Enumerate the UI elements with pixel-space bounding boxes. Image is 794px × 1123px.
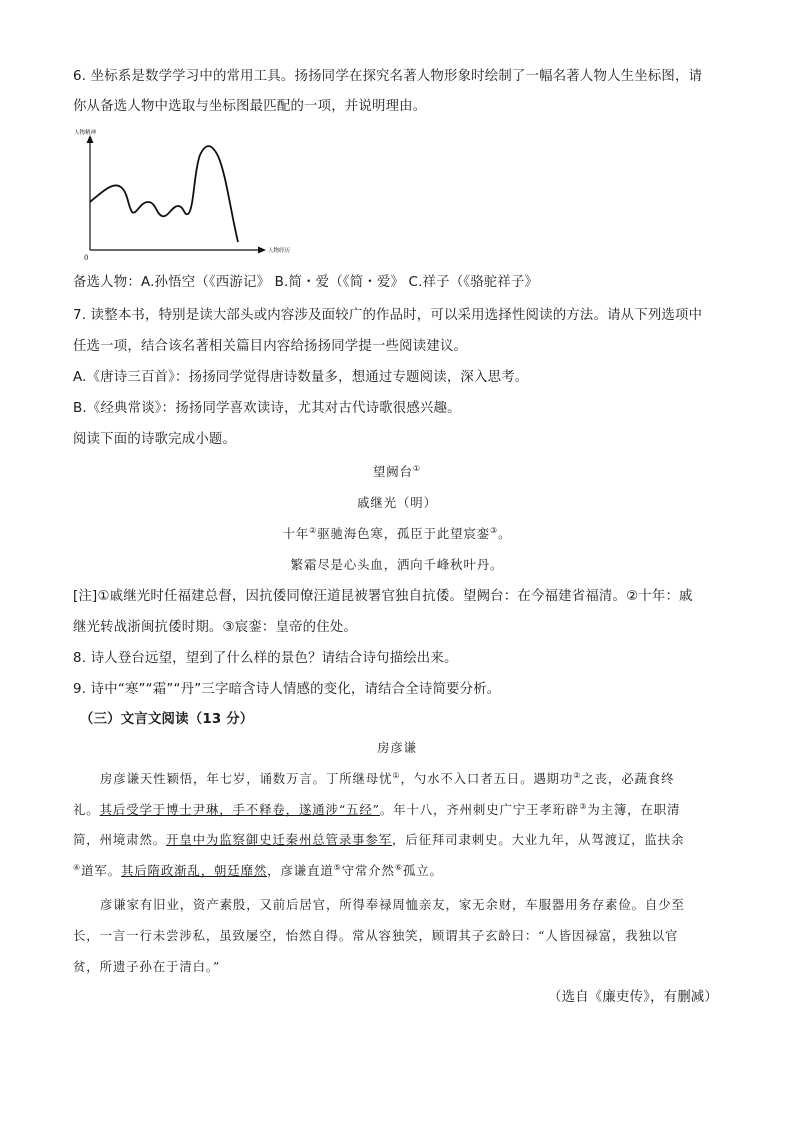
life-curve xyxy=(90,146,238,242)
x-axis-label: 人物经历 xyxy=(268,248,291,254)
coordinate-graph xyxy=(70,130,291,262)
section-3-heading: （三）文言文阅读（13 分） xyxy=(80,712,254,727)
poem-line-2: 繁霜尽是心头血，洒向千峰秋叶丹。 xyxy=(290,557,504,572)
y-axis-label: 人物精神 xyxy=(74,130,97,136)
poem-line-1: 十年②驱驰海色寒，孤臣于此望宸銮③。 xyxy=(282,525,512,541)
poem-note-1: [注]①戚继光时任福建总督，因抗倭同僚汪道昆被署官独自抗倭。望阙台：在今福建省福清。②十年：戚 xyxy=(73,589,693,604)
classical-source: （选自《廉吏传》，有删减） xyxy=(548,990,718,1005)
q8: 8. 诗人登台远望，望到了什么样的景色？请结合诗句描绘出来。 xyxy=(73,651,458,666)
poem-author: 戚继光（明） xyxy=(357,495,437,510)
classical-title: 房彦谦 xyxy=(377,740,417,755)
q7-line-1: 7. 读整本书，特别是读大部头或内容涉及面较广的作品时，可以采用选择性阅读的方法。请从下列选项中 xyxy=(73,308,703,323)
classical-p1-line-4: ④道军。其后隋政渐乱，朝廷靡然，彦谦直道⑤守常介然⑥孤立。 xyxy=(73,862,443,878)
x-axis-arrow xyxy=(258,247,266,254)
q6-options: 备选人物：A.孙悟空（《西游记》 B.简・爱（《简・爱》 C.祥子（《骆驼祥子》 xyxy=(73,275,539,290)
poem-title: 望阙台① xyxy=(373,463,421,479)
y-axis-arrow xyxy=(87,135,94,143)
q7-line-2: 任选一项，结合该名著相关篇目内容给扬扬同学提一些阅读建议。 xyxy=(73,339,468,354)
origin-label: 0 xyxy=(84,254,89,262)
classical-p2-line-1: 彦谦家有旧业，资产素殷，又前后居官，所得奉禄周恤亲友，家无余财，车服器用务存素俭。自少至 xyxy=(100,897,685,912)
classical-p2-line-2: 长，一言一行未尝涉私，虽致屡空，怡然自得。常从容独笑，顾谓其子玄龄曰：“人皆因禄富，我独以官 xyxy=(73,928,679,943)
classical-p1-line-3: 简，州境肃然。开皇中为监察御史迁秦州总管录事参军，后征拜司隶刺史。大业九年，从驾渡辽，监扶余 xyxy=(73,832,685,847)
poem-note-2: 继光转战浙闽抗倭时期。③宸銮：皇帝的住处。 xyxy=(73,620,358,635)
classical-p1-line-1: 房彦谦天性颖悟，年七岁，诵数万言。丁所继母忧①，勺水不入口者五日。遇期功②之丧，必蔬食终 xyxy=(100,770,675,786)
classical-p1-line-2: 礼。其后受学于博士尹琳，手不释卷，遂通涉“五经”。年十八，齐州刺史广宁王孝珩辟③为主簿，在职清 xyxy=(73,801,681,817)
q7-option-a: A.《唐诗三百首》：扬扬同学觉得唐诗数量多，想通过专题阅读，深入思考。 xyxy=(73,370,529,385)
q6-line-1: 6. 坐标系是数学学习中的常用工具。扬扬同学在探究名著人物形象时绘制了一幅名著人物人生坐标图，请 xyxy=(73,69,703,84)
q7-option-b: B.《经典常谈》：扬扬同学喜欢读诗，尤其对古代诗歌很感兴趣。 xyxy=(73,401,461,416)
classical-p2-line-3: 贫，所遗子孙在于清白。” xyxy=(73,959,221,974)
poem-intro: 阅读下面的诗歌完成小题。 xyxy=(73,432,237,447)
q6-line-2: 你从备选人物中选取与坐标图最匹配的一项，并说明理由。 xyxy=(73,99,427,114)
q9: 9. 诗中“寒”“霜”“丹”三字暗含诗人情感的变化，请结合全诗简要分析。 xyxy=(73,682,501,697)
